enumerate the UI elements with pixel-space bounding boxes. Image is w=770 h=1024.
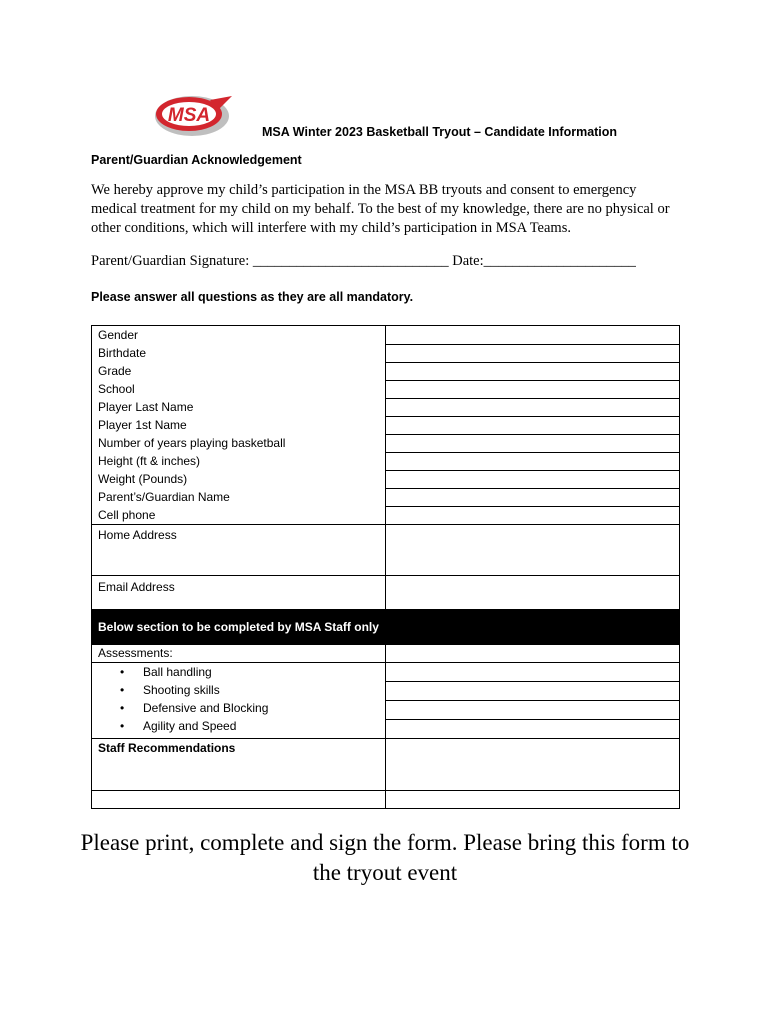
years-playing-value[interactable]: [386, 435, 679, 453]
agility-value[interactable]: [386, 720, 679, 738]
list-item: • Agility and Speed: [98, 717, 379, 735]
grade-value[interactable]: [386, 363, 679, 381]
footer-instruction: Please print, complete and sign the form. Please bring this form to the tryout event: [80, 830, 690, 885]
list-item: • Shooting skills: [98, 681, 379, 699]
weight-value[interactable]: [386, 471, 679, 489]
field-values-cell[interactable]: [386, 326, 680, 525]
home-address-label: Home Address: [92, 525, 386, 576]
staff-recommendations-value[interactable]: [386, 739, 680, 791]
email-label: Email Address: [92, 576, 386, 610]
home-address-value[interactable]: [386, 525, 680, 576]
page-title: MSA Winter 2023 Basketball Tryout – Candidate Information: [262, 125, 618, 139]
list-item: • Defensive and Blocking: [98, 699, 379, 717]
staff-recommendations-label: Staff Recommendations: [92, 739, 386, 791]
candidate-info-table: [91, 325, 680, 809]
assessment-values-cell[interactable]: [386, 663, 680, 739]
defensive-value[interactable]: [386, 701, 679, 720]
table-row: [92, 791, 680, 809]
field-label: Height (ft & inches): [98, 454, 201, 468]
ball-handling-value[interactable]: [386, 663, 679, 682]
field-label: Cell phone: [98, 508, 156, 522]
field-label: Player 1st Name: [98, 418, 187, 432]
gender-value[interactable]: [386, 326, 679, 345]
acknowledgement-text: We hereby approve my child’s participation in the MSA BB tryouts and consent to emergency medical treatment for my child on my behalf. To the best of my knowledge, there are no physical or other conditions, which will interfere with my child’s participation in MSA Teams.: [91, 182, 670, 236]
acknowledgement-heading: Parent/Guardian Acknowledgement: [91, 153, 302, 167]
mandatory-instruction: Please answer all questions as they are all mandatory.: [91, 290, 414, 304]
last-name-value[interactable]: [386, 399, 679, 417]
table-row: [92, 576, 680, 610]
list-item: • Ball handling: [98, 663, 379, 681]
field-label: Grade: [98, 364, 132, 378]
table-row: [92, 326, 680, 525]
field-label: Weight (Pounds): [98, 472, 188, 486]
table-row: [92, 663, 680, 739]
assessment-list-cell: [92, 663, 386, 739]
field-label: Parent’s/Guardian Name: [98, 490, 230, 504]
assessments-value[interactable]: [386, 645, 680, 663]
guardian-name-value[interactable]: [386, 489, 679, 507]
field-label: Birthdate: [98, 346, 147, 360]
field-label: Number of years playing basketball: [98, 436, 286, 450]
table-row: [92, 739, 680, 791]
staff-header-blank: [386, 610, 680, 645]
shooting-value[interactable]: [386, 682, 679, 701]
staff-section-heading: Below section to be completed by MSA Staff only: [92, 610, 386, 645]
assessment-list: [98, 663, 379, 735]
cell-phone-value[interactable]: [386, 507, 679, 524]
assessments-label: Assessments:: [92, 645, 386, 663]
email-value[interactable]: [386, 576, 680, 610]
field-label: Gender: [98, 328, 139, 342]
field-label: Player Last Name: [98, 400, 194, 414]
blank-cell[interactable]: [92, 791, 386, 809]
height-value[interactable]: [386, 453, 679, 471]
logo-text: MSA: [167, 105, 211, 126]
field-label: School: [98, 382, 135, 396]
table-row: [92, 645, 680, 663]
first-name-value[interactable]: [386, 417, 679, 435]
birthdate-value[interactable]: [386, 345, 679, 363]
signature-date-line: Parent/Guardian Signature: ___________________________ Date:_____________________: [91, 253, 636, 269]
blank-cell[interactable]: [386, 791, 680, 809]
msa-logo: [152, 92, 236, 140]
staff-section-header: [92, 610, 680, 645]
school-value[interactable]: [386, 381, 679, 399]
field-labels-cell: [92, 326, 386, 525]
table-row: [92, 525, 680, 576]
